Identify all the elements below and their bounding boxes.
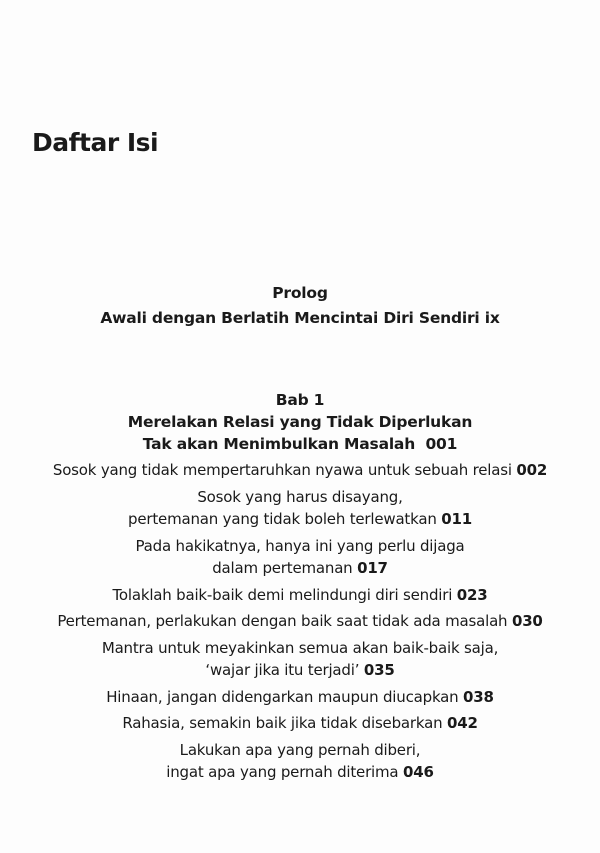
- prolog-title-line: [0, 306, 600, 331]
- toc-page-number: 023: [456, 585, 488, 604]
- chapter-title-text: Tak akan Menimbulkan Masalah: [142, 435, 416, 453]
- toc-page-number: 046: [403, 763, 434, 781]
- toc-entry-text: Lakukan apa yang pernah diberi,: [179, 740, 421, 759]
- toc-entry: [0, 610, 600, 633]
- toc-page-number: 035: [363, 661, 395, 679]
- toc-page-number: 042: [446, 714, 478, 732]
- toc-entry-text: ingat apa yang pernah diterima: [166, 763, 399, 781]
- chapter-title-line-2: [0, 433, 600, 455]
- toc-page-number: 011: [441, 510, 472, 528]
- toc-entry-text: ‘wajar jika itu terjadi’: [205, 661, 360, 679]
- toc-entry-text: pertemanan yang tidak boleh terlewatkan: [128, 510, 437, 528]
- toc-page-number: 038: [463, 687, 494, 706]
- chapter-title-line-1: Merelakan Relasi yang Tidak Diperlukan: [127, 413, 473, 431]
- prolog-section: [0, 281, 600, 331]
- toc-entry: [0, 739, 600, 784]
- chapter-page-number: 001: [425, 435, 458, 453]
- toc-entry: [0, 535, 600, 580]
- toc-entry: [0, 584, 600, 607]
- toc-entries: [0, 459, 600, 788]
- toc-entry-text: Mantra untuk meyakinkan semua akan baik-baik saja,: [101, 638, 499, 657]
- toc-entry-text: Rahasia, semakin baik jika tidak disebarkan: [122, 714, 443, 732]
- toc-entry-text: Sosok yang tidak mempertaruhkan nyawa untuk sebuah relasi: [52, 461, 512, 479]
- prolog-label: Prolog: [272, 284, 328, 302]
- toc-entry-text: Hinaan, jangan didengarkan maupun diucapkan: [106, 687, 459, 706]
- page-title: Daftar Isi: [32, 128, 159, 157]
- toc-page-number: 002: [516, 461, 548, 479]
- toc-page-number: 017: [357, 559, 388, 577]
- toc-entry: [0, 486, 600, 531]
- toc-entry-text: Tolaklah baik-baik demi melindungi diri sendiri: [112, 585, 453, 604]
- toc-entry-text: Pada hakikatnya, hanya ini yang perlu dijaga: [135, 536, 465, 555]
- toc-entry: [0, 637, 600, 682]
- toc-page-number: 030: [511, 612, 543, 630]
- chapter-1-header: [0, 389, 600, 455]
- toc-entry-text: dalam pertemanan: [212, 559, 353, 577]
- toc-entry-text: Pertemanan, perlakukan dengan baik saat tidak ada masalah: [57, 612, 508, 630]
- chapter-label: Bab 1: [275, 391, 325, 409]
- prolog-title: Awali dengan Berlatih Mencintai Diri Sendiri: [100, 309, 480, 327]
- prolog-page-number: ix: [484, 309, 500, 327]
- toc-entry: [0, 459, 600, 482]
- toc-entry-text: Sosok yang harus disayang,: [197, 487, 403, 506]
- toc-entry: [0, 686, 600, 709]
- toc-entry: [0, 712, 600, 735]
